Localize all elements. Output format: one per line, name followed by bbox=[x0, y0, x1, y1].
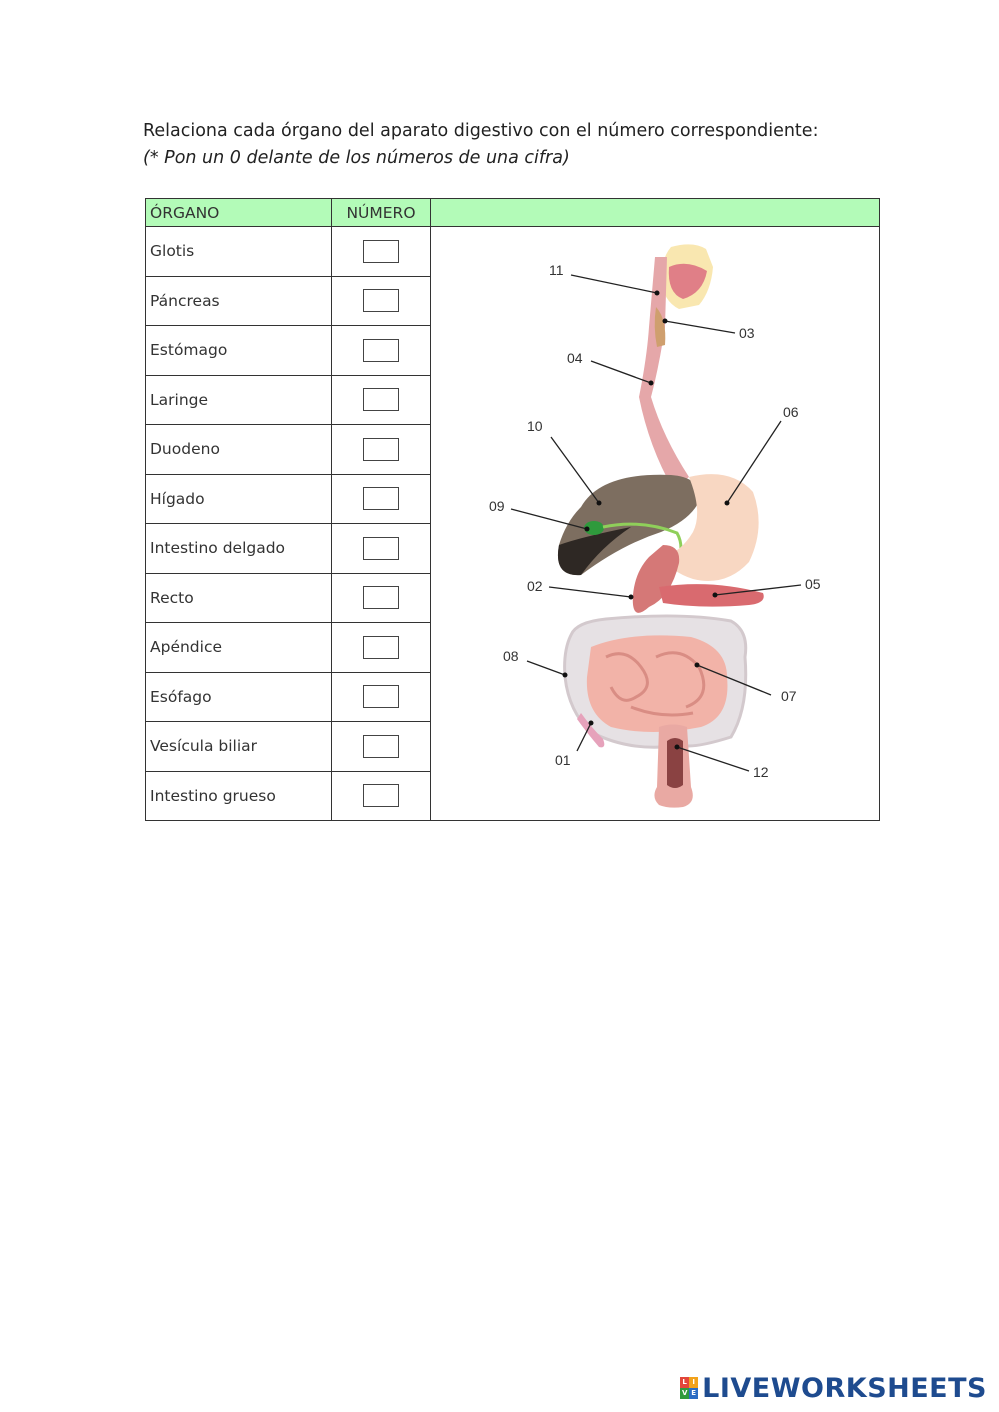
logo-mark-icon: L I V E bbox=[680, 1377, 698, 1399]
answer-box[interactable] bbox=[363, 586, 399, 609]
answer-box[interactable] bbox=[363, 487, 399, 510]
answer-box[interactable] bbox=[363, 636, 399, 659]
organ-name: Duodeno bbox=[146, 425, 332, 475]
instructions bbox=[143, 118, 818, 172]
answer-box[interactable] bbox=[363, 438, 399, 461]
answer-box[interactable] bbox=[363, 240, 399, 263]
label-11: 11 bbox=[549, 262, 564, 278]
label-05: 05 bbox=[805, 576, 821, 592]
organ-name: Hígado bbox=[146, 474, 332, 524]
label-06: 06 bbox=[783, 404, 799, 420]
answer-box[interactable] bbox=[363, 289, 399, 312]
answer-box[interactable] bbox=[363, 685, 399, 708]
pancreas-shape bbox=[659, 584, 764, 607]
label-10: 10 bbox=[527, 418, 543, 434]
digestive-system-illustration bbox=[431, 227, 879, 821]
answer-box[interactable] bbox=[363, 339, 399, 362]
instruction-note: (* Pon un 0 delante de los números de una cifra) bbox=[143, 148, 570, 168]
answer-box[interactable] bbox=[363, 735, 399, 758]
instruction-text: Relaciona cada órgano del aparato digestivo con el número correspondiente: bbox=[143, 121, 819, 141]
header-organ: ÓRGANO bbox=[146, 199, 332, 227]
label-02: 02 bbox=[527, 578, 543, 594]
logo-wordmark: LIVEWORKSHEETS bbox=[702, 1372, 987, 1404]
small-intestine-shape bbox=[587, 635, 728, 732]
organ-table bbox=[145, 198, 880, 821]
label-07: 07 bbox=[781, 688, 797, 704]
organ-name: Intestino grueso bbox=[146, 771, 332, 821]
label-03: 03 bbox=[739, 325, 755, 341]
liveworksheets-logo[interactable] bbox=[680, 1371, 987, 1405]
organ-name: Intestino delgado bbox=[146, 524, 332, 574]
table-header-row bbox=[146, 199, 880, 227]
organ-name: Recto bbox=[146, 573, 332, 623]
answer-box[interactable] bbox=[363, 388, 399, 411]
header-number: NÚMERO bbox=[332, 199, 431, 227]
organ-name: Estómago bbox=[146, 326, 332, 376]
label-08: 08 bbox=[503, 648, 519, 664]
label-09: 09 bbox=[489, 498, 505, 514]
label-01: 01 bbox=[555, 752, 571, 768]
label-04: 04 bbox=[567, 350, 583, 366]
organ-name: Páncreas bbox=[146, 276, 332, 326]
label-12: 12 bbox=[753, 764, 769, 780]
organ-name: Vesícula biliar bbox=[146, 722, 332, 772]
answer-box[interactable] bbox=[363, 537, 399, 560]
organ-name: Glotis bbox=[146, 227, 332, 277]
organ-name: Laringe bbox=[146, 375, 332, 425]
organ-name: Apéndice bbox=[146, 623, 332, 673]
digestive-diagram-cell bbox=[431, 227, 880, 821]
table-row bbox=[146, 227, 880, 277]
organ-name: Esófago bbox=[146, 672, 332, 722]
answer-box[interactable] bbox=[363, 784, 399, 807]
header-image bbox=[431, 199, 880, 227]
